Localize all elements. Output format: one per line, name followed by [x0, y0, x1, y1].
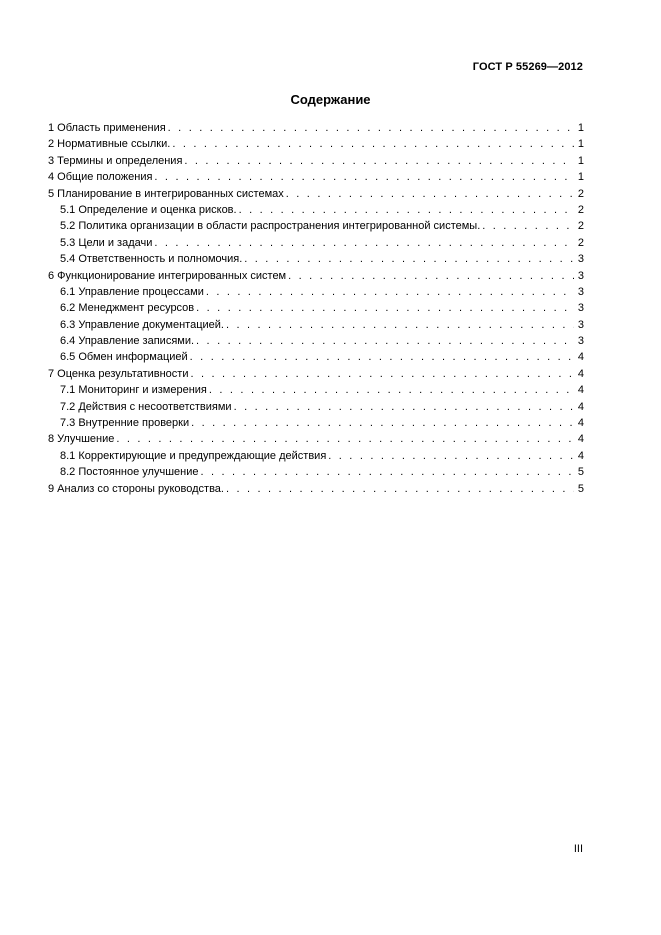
toc-leader-dots: [168, 120, 574, 136]
toc-entry-page: 3: [577, 285, 584, 298]
toc-entry-5[interactable]: [48, 186, 584, 202]
toc-leader-dots: [154, 169, 574, 185]
toc-entry-label: 3 Термины и определения: [48, 154, 183, 167]
toc-entry-label: 5.2 Политика организации в области распространения интегрированной системы.: [60, 220, 481, 233]
toc-entry-label: 7.2 Действия с несоответствиями: [60, 400, 232, 413]
toc-entry-page: 4: [577, 449, 584, 462]
toc-entry-page: 4: [577, 417, 584, 430]
toc-entry-page: 2: [577, 220, 584, 233]
toc-entry-label: 9 Анализ со стороны руководства.: [48, 482, 224, 495]
toc-entry-label: 5.4 Ответственность и полномочия.: [60, 253, 243, 266]
toc-entry-label: 6 Функционирование интегрированных систем: [48, 269, 287, 282]
page-number-roman: III: [573, 843, 583, 855]
toc-entry-page: 2: [577, 187, 584, 200]
toc-leader-dots: [190, 349, 574, 365]
toc-entry-label: 4 Общие положения: [48, 171, 153, 184]
toc-leader-dots: [184, 153, 574, 169]
toc-leader-dots: [209, 382, 574, 398]
toc-entry-label: 6.3 Управление документацией.: [60, 318, 224, 331]
toc-entry-page: 3: [577, 302, 584, 315]
toc-entry-label: 8.2 Постоянное улучшение: [60, 466, 199, 479]
toc-entry-page: 3: [577, 269, 584, 282]
page-title: Содержание: [290, 92, 371, 107]
toc-entry-1[interactable]: [48, 120, 584, 136]
toc-entry-8[interactable]: [48, 431, 584, 447]
toc-leader-dots: [201, 464, 575, 480]
toc-entry-9[interactable]: [48, 481, 584, 497]
toc-entry-label: 5.1 Определение и оценка рисков.: [60, 203, 237, 216]
toc-entry-page: 3: [577, 318, 584, 331]
toc-entry-page: 5: [577, 466, 584, 479]
toc-entry-label: 6.4 Управление записями.: [60, 335, 195, 348]
toc-leader-dots: [191, 415, 574, 431]
toc-entry-page: 4: [577, 433, 584, 446]
toc-entry-page: 4: [577, 351, 584, 364]
toc-entry-label: 6.2 Менеджмент ресурсов: [60, 302, 195, 315]
toc-entry-page: 2: [577, 236, 584, 249]
toc-entry-label: 6.5 Обмен информацией: [60, 351, 188, 364]
toc-entry-label: 7.1 Мониторинг и измерения: [60, 384, 207, 397]
toc-leader-dots: [234, 399, 574, 415]
toc-entry-label: 6.1 Управление процессами: [60, 285, 204, 298]
toc-entry-7-3[interactable]: [48, 415, 584, 431]
toc-entry-label: 7.3 Внутренние проверки: [60, 417, 190, 430]
toc-entry-page: 3: [577, 335, 584, 348]
toc-leader-dots: [196, 300, 574, 316]
toc-leader-dots: [116, 431, 574, 447]
toc-entry-7-1[interactable]: [48, 382, 584, 398]
toc-leader-dots: [226, 317, 574, 333]
toc-entry-label: 8 Улучшение: [48, 433, 115, 446]
toc-leader-dots: [328, 448, 574, 464]
toc-leader-dots: [190, 366, 574, 382]
toc-leader-dots: [244, 251, 574, 267]
toc-entry-label: 5 Планирование в интегрированных системах: [48, 187, 284, 200]
table-of-contents: [48, 120, 584, 497]
toc-entry-label: 8.1 Корректирующие и предупреждающие действия: [60, 449, 327, 462]
toc-entry-7[interactable]: [48, 366, 584, 382]
toc-entry-page: 5: [577, 482, 584, 495]
toc-entry-page: 3: [577, 253, 584, 266]
toc-entry-page: 4: [577, 384, 584, 397]
toc-leader-dots: [286, 186, 574, 202]
toc-entry-4[interactable]: [48, 169, 584, 185]
document-header-standard-code: ГОСТ Р 55269—2012: [472, 61, 583, 73]
toc-leader-dots: [154, 235, 574, 251]
toc-entry-page: 1: [577, 154, 584, 167]
toc-entry-6-1[interactable]: [48, 284, 584, 300]
toc-entry-8-1[interactable]: [48, 448, 584, 464]
toc-entry-2[interactable]: [48, 136, 584, 152]
toc-entry-5-1[interactable]: [48, 202, 584, 218]
toc-entry-page: 4: [577, 367, 584, 380]
toc-entry-5-2[interactable]: [48, 218, 584, 234]
toc-entry-label: 2 Нормативные ссылки.: [48, 138, 171, 151]
toc-leader-dots: [482, 218, 574, 234]
toc-entry-6-4[interactable]: [48, 333, 584, 349]
toc-leader-dots: [172, 136, 574, 152]
toc-leader-dots: [226, 481, 574, 497]
toc-entry-6-2[interactable]: [48, 300, 584, 316]
toc-entry-3[interactable]: [48, 153, 584, 169]
toc-entry-page: 2: [577, 203, 584, 216]
toc-leader-dots: [239, 202, 574, 218]
toc-entry-label: 7 Оценка результативности: [48, 367, 189, 380]
toc-entry-6[interactable]: [48, 268, 584, 284]
toc-entry-7-2[interactable]: [48, 399, 584, 415]
toc-entry-6-5[interactable]: [48, 349, 584, 365]
toc-entry-label: 5.3 Цели и задачи: [60, 236, 153, 249]
toc-leader-dots: [206, 284, 574, 300]
toc-leader-dots: [288, 268, 574, 284]
toc-entry-page: 1: [577, 122, 584, 134]
toc-entry-6-3[interactable]: [48, 317, 584, 333]
toc-entry-8-2[interactable]: [48, 464, 584, 480]
toc-entry-page: 4: [577, 400, 584, 413]
toc-entry-label: 1 Область применения: [48, 122, 166, 134]
toc-entry-page: 1: [577, 171, 584, 184]
toc-entry-page: 1: [577, 138, 584, 151]
toc-entry-5-3[interactable]: [48, 235, 584, 251]
toc-leader-dots: [196, 333, 574, 349]
toc-entry-5-4[interactable]: [48, 251, 584, 267]
